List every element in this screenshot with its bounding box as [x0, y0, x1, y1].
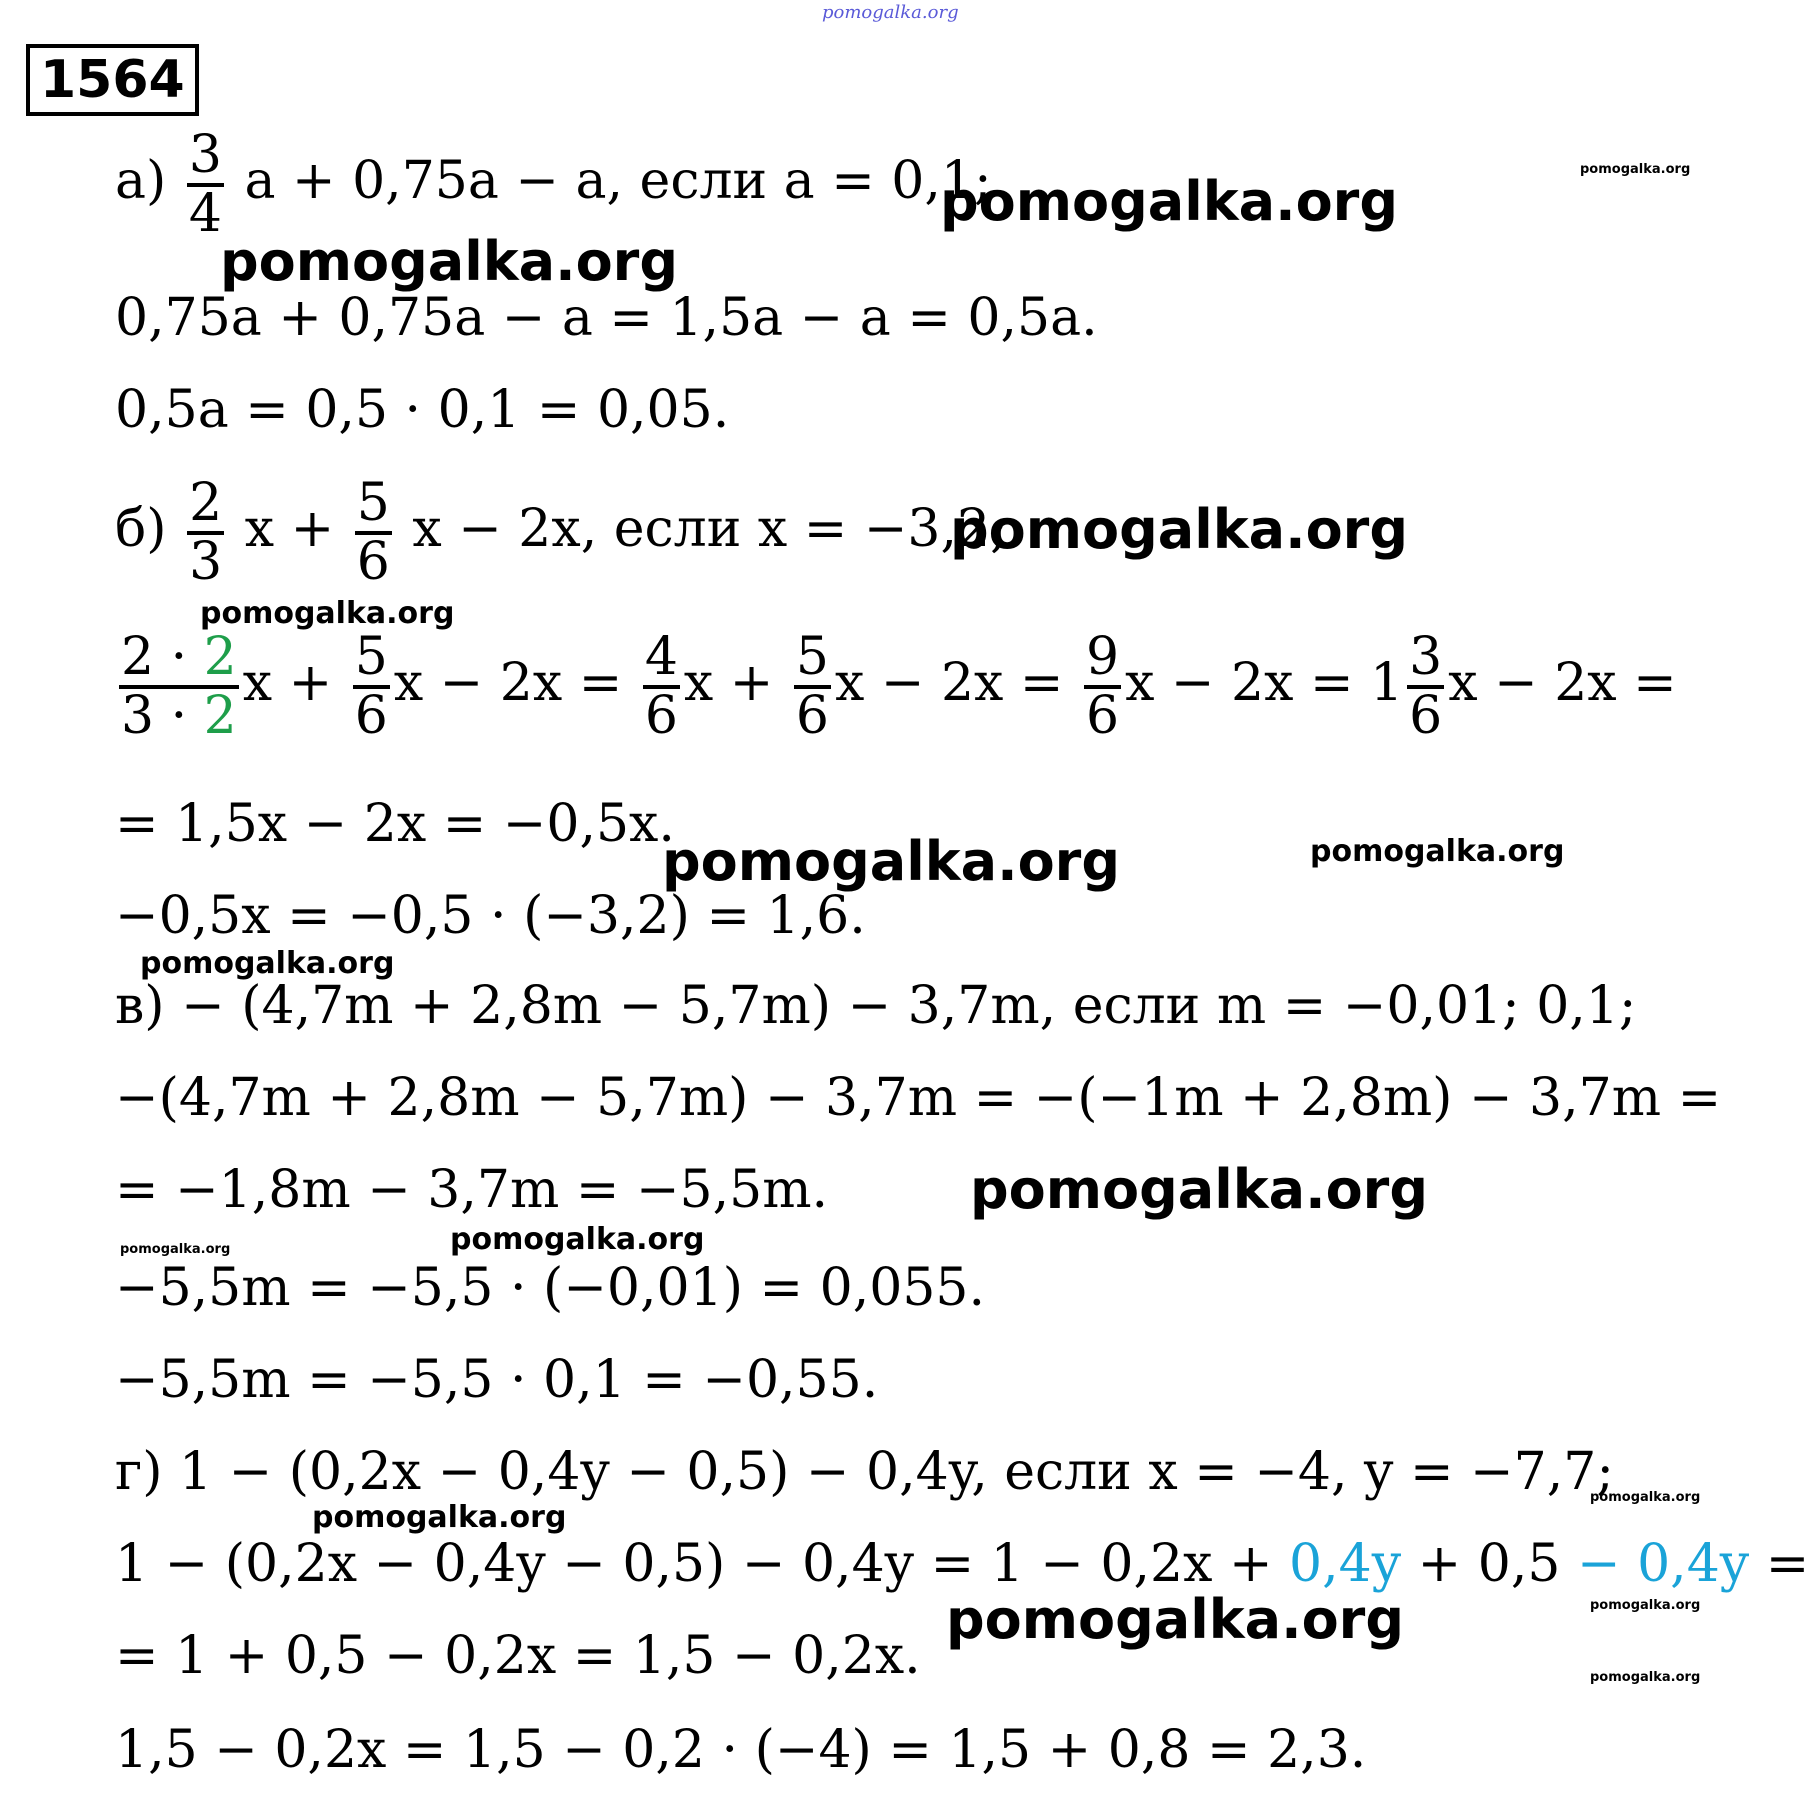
watermark: pomogalka.org [1590, 1490, 1701, 1505]
watermark: pomogalka.org [200, 596, 455, 631]
part-b-fraction-1: $\frac{2}{3}$ [189, 473, 223, 592]
header-watermark: pomogalka.org [822, 2, 959, 23]
part-a-label: а) [115, 151, 167, 212]
watermark: pomogalka.org [450, 1222, 705, 1257]
watermark: pomogalka.org [1580, 162, 1691, 177]
part-b-solution-line-1: $\frac{2 \cdot 2}{3 \cdot 2}$ x + $\frac{5}{6}$ x − 2x = $\frac{4}{6}$ x + $\frac{5}{6}$ x − 2x = $\frac{9}{6}$ x − 2x = 1 $\frac{3}{6}$ x − 2x = [121, 627, 1677, 746]
watermark: pomogalka.org [946, 1588, 1404, 1651]
watermark: pomogalka.org [1590, 1598, 1701, 1613]
part-v-line-3: −5,5m = −5,5 · (−0,01) = 0,055. [115, 1258, 986, 1318]
part-v-line-4: −5,5m = −5,5 · 0,1 = −0,55. [115, 1350, 879, 1410]
part-g-line-1: 1 − (0,2x − 0,4y − 0,5) − 0,4y = 1 − 0,2x + 0,4y + 0,5 − 0,4y = [115, 1534, 1809, 1594]
part-a-fraction: $\frac{3}{4}$ [188, 125, 222, 244]
part-b-line-3: −0,5x = −0,5 · (−3,2) = 1,6. [115, 886, 866, 946]
watermark: pomogalka.org [220, 230, 678, 293]
part-b-fraction-2: $\frac{5}{6}$ [356, 473, 390, 592]
part-a-condition-tail: a + 0,75a − a, если a = 0,1; [244, 151, 992, 212]
watermark: pomogalka.org [940, 170, 1398, 233]
part-b-line-2: = 1,5x − 2x = −0,5x. [115, 794, 675, 854]
part-v-line-1: −(4,7m + 2,8m − 5,7m) − 3,7m = −(−1m + 2,8m) − 3,7m = [115, 1068, 1722, 1128]
part-g-line-3: 1,5 − 0,2x = 1,5 − 0,2 · (−4) = 1,5 + 0,8 = 2,3. [115, 1720, 1367, 1780]
watermark: pomogalka.org [970, 1158, 1428, 1221]
part-a-line-1: 0,75a + 0,75a − a = 1,5a − a = 0,5a. [115, 288, 1098, 348]
part-b-label: б) [115, 499, 167, 560]
part-a-line-2: 0,5a = 0,5 · 0,1 = 0,05. [115, 380, 730, 440]
watermark: pomogalka.org [140, 946, 395, 981]
task-number-box: 1564 [26, 44, 199, 116]
part-a-condition [115, 125, 992, 244]
watermark: pomogalka.org [1590, 1670, 1701, 1685]
part-v-line-2: = −1,8m − 3,7m = −5,5m. [115, 1160, 829, 1220]
part-b-condition: б) $\frac{2}{3}$ x + $\frac{5}{6}$ x − 2x, если x = −3,2; [115, 473, 1008, 592]
watermark: pomogalka.org [950, 498, 1408, 561]
watermark: pomogalka.org [662, 830, 1120, 893]
part-g-line-2: = 1 + 0,5 − 0,2x = 1,5 − 0,2x. [115, 1626, 921, 1686]
part-g-condition: г) 1 − (0,2x − 0,4y − 0,5) − 0,4y, если x = −4, y = −7,7; [115, 1442, 1614, 1502]
watermark: pomogalka.org [120, 1242, 231, 1257]
watermark: pomogalka.org [312, 1500, 567, 1535]
watermark: pomogalka.org [1310, 834, 1565, 869]
part-b-expanded-fraction: $\frac{2 \cdot 2}{3 \cdot 2}$ [121, 627, 237, 746]
part-v-condition: в) − (4,7m + 2,8m − 5,7m) − 3,7m, если m = −0,01; 0,1; [115, 976, 1637, 1036]
